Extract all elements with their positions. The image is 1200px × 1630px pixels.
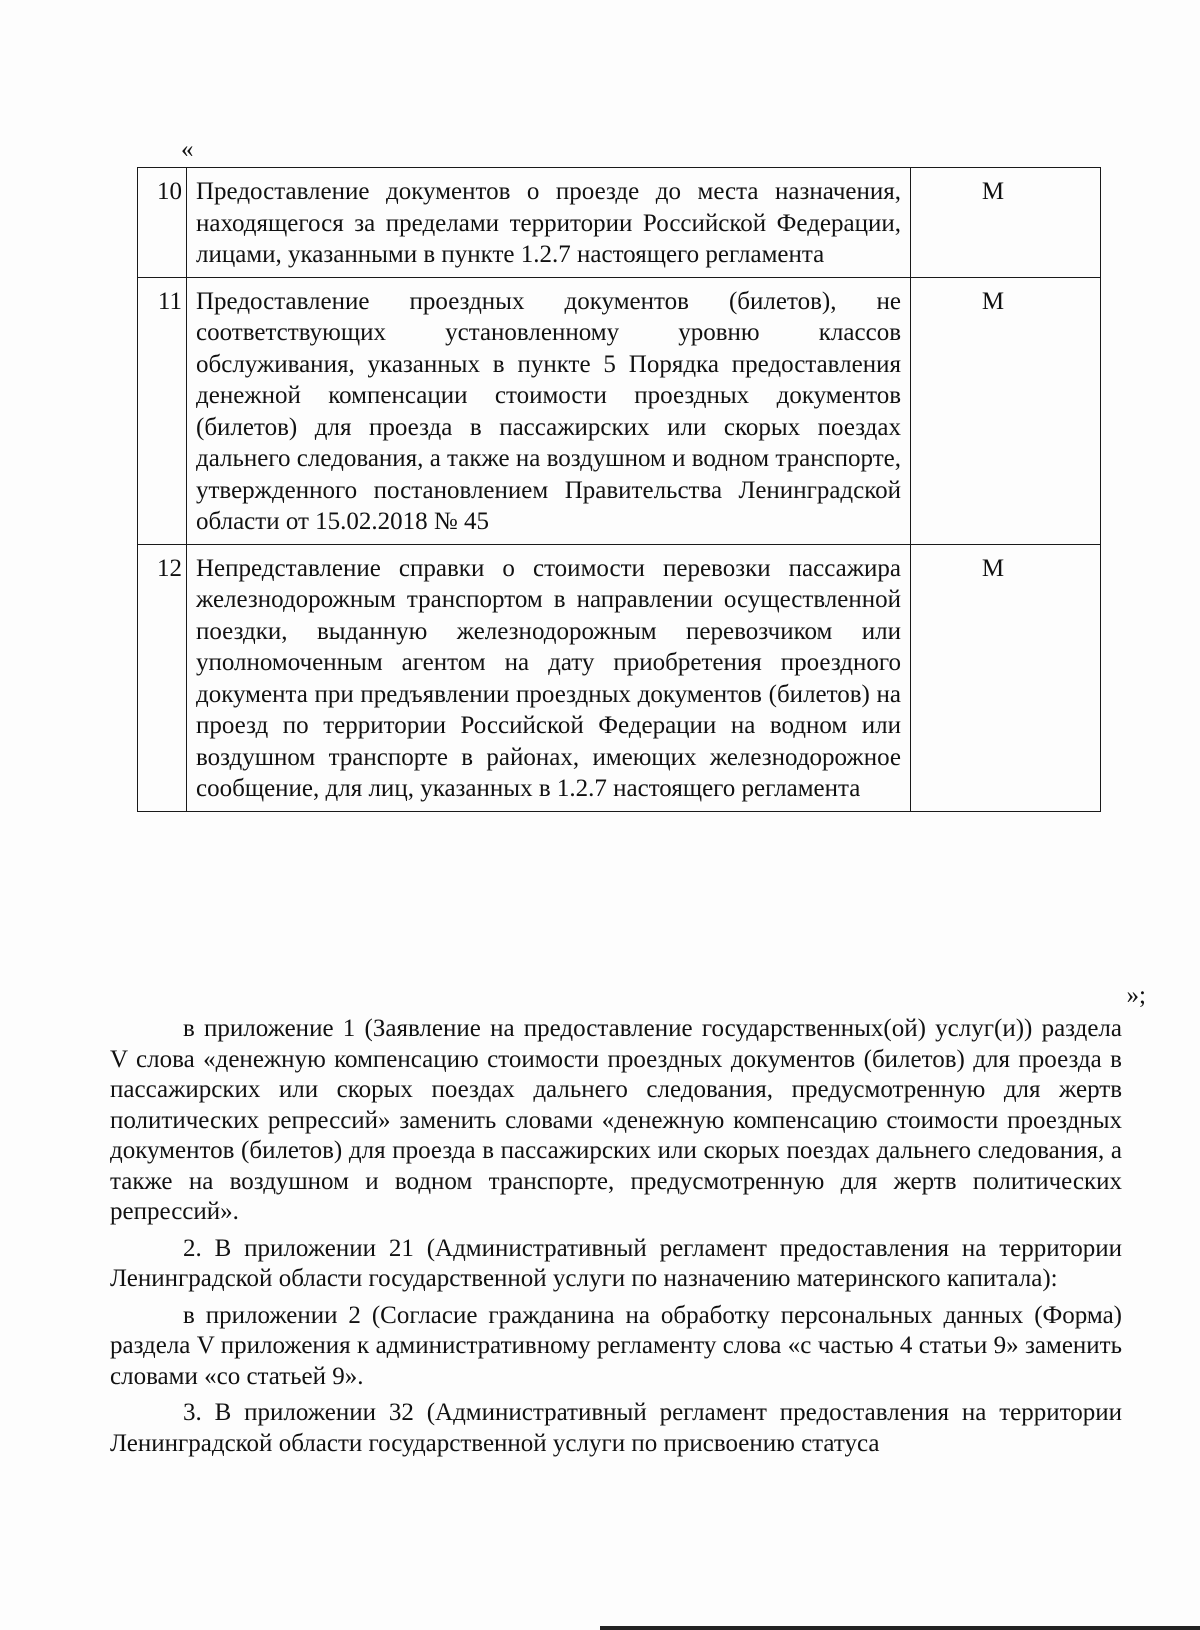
table-row	[138, 277, 1101, 544]
grounds-table	[137, 167, 1101, 812]
table-row	[138, 544, 1101, 811]
row-description: Непредставление справки о стоимости перевозки пассажира железнодорожным транспортом в направлении осуществленной поездки, выданную железнодорожным перевозчиком или уполномоченным агентом на дату приобретения проездного документа при предъявлении проездных документов (билетов) на проезд по территории Российской Федерации на водном или воздушном транспорте в районах, имеющих железнодорожное сообщение, для лиц, указанных в 1.2.7 настоящего регламента	[187, 544, 911, 811]
row-code: М	[911, 168, 1101, 278]
paragraph: 2. В приложении 21 (Административный регламент предоставления на территории Ленинградской области государственной услуги по назначению материнского капитала):	[110, 1234, 1122, 1292]
row-number: 11	[138, 277, 187, 544]
paragraph: 3. В приложении 32 (Административный регламент предоставления на территории Ленинградской области государственной услуги по присвоению статуса	[110, 1399, 1122, 1457]
paragraph: в приложении 2 (Согласие гражданина на обработку персональных данных (Форма) раздела V приложения к административному регламенту слова «с частью 4 статьи 9» заменить словами «со статьей 9».	[110, 1301, 1122, 1390]
table-row	[138, 168, 1101, 278]
row-description: Предоставление проездных документов (билетов), не соответствующих установленному уровню классов обслуживания, указанных в пункте 5 Порядка предоставления денежной компенсации стоимости проездных документов (билетов) для проезда в пассажирских или скорых поездах дальнего следования, а также на воздушном и водном транспорте, утвержденного постановлением Правительства Ленинградской области от 15.02.2018 № 45	[187, 277, 911, 544]
row-code: М	[911, 277, 1101, 544]
scan-edge-line	[600, 1626, 1200, 1630]
opening-quote-mark: «	[181, 136, 194, 163]
row-description: Предоставление документов о проезде до места назначения, находящегося за пределами территории Российской Федерации, лицами, указанными в пункте 1.2.7 настоящего регламента	[187, 168, 911, 278]
closing-quote-mark: »;	[1126, 982, 1146, 1009]
row-code: М	[911, 544, 1101, 811]
row-number: 10	[138, 168, 187, 278]
row-number: 12	[138, 544, 187, 811]
body-text	[110, 1014, 1122, 1465]
paragraph: в приложение 1 (Заявление на предоставление государственных(ой) услуг(и)) раздела V слова «денежную компенсацию стоимости проездных документов (билетов) для проезда в пассажирских или скорых поездах дальнего следования, предусмотренную для жертв политических репрессий» заменить словами «денежную компенсацию стоимости проездных документов (билетов) для проезда в пассажирских или скорых поездах дальнего следования, а также на воздушном и водном транспорте, предусмотренную для жертв политических репрессий».	[110, 1015, 1122, 1225]
